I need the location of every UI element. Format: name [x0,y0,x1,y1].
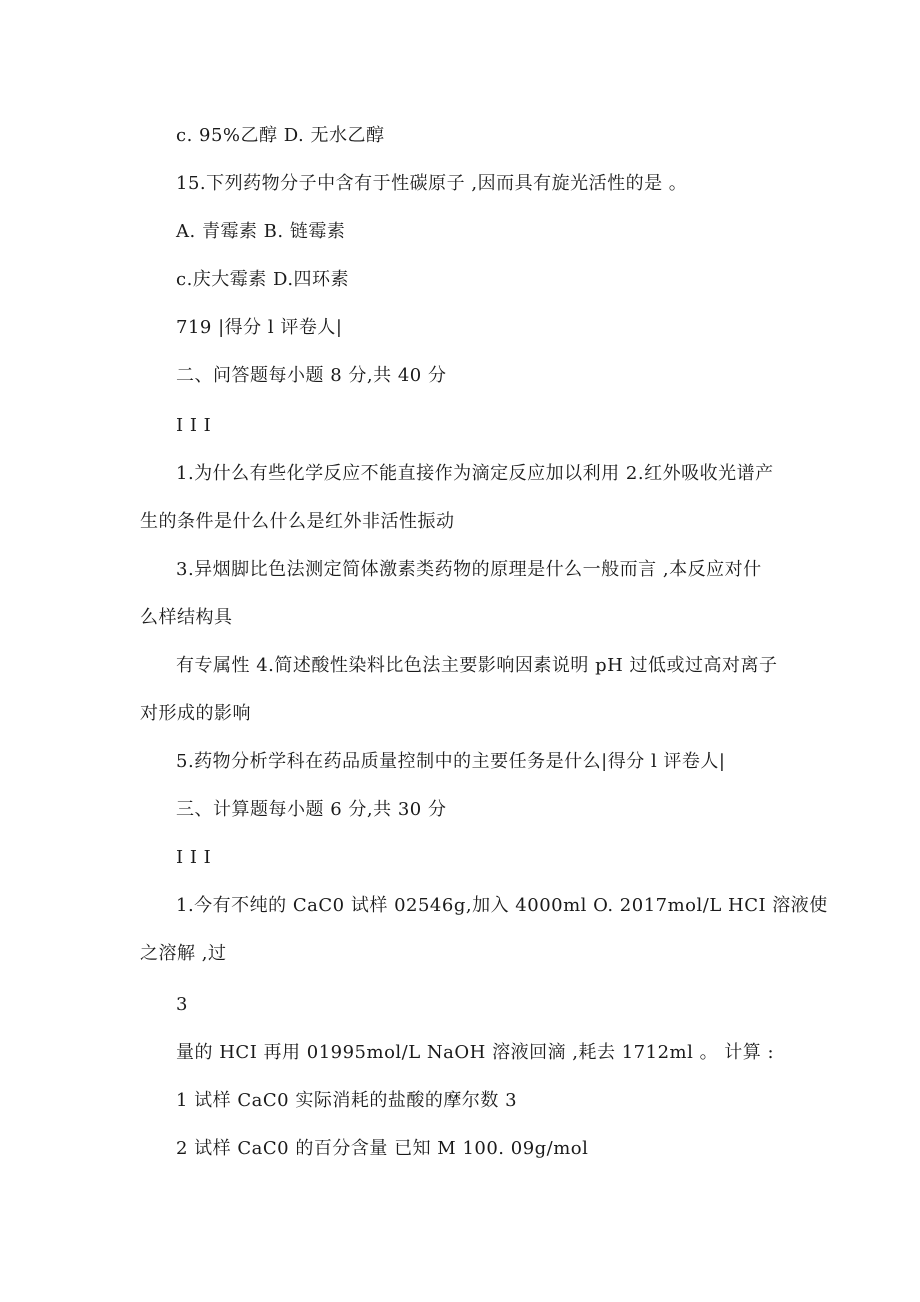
question-3-continuation: 么样结构具 [140,607,233,628]
calc-sub-question-1: 1 试样 CaC0 实际消耗的盐酸的摩尔数 3 [176,1090,518,1111]
question-4-continuation: 对形成的影响 [140,703,251,724]
option-line-c-d-2: c.庆大霉素 D.四环素 [176,269,350,290]
calc-sub-question-2: 2 试样 CaC0 的百分含量 已知 M 100. 09g/mol [176,1138,589,1159]
subscript-3: 3 [176,994,188,1015]
calc-question-1-continuation: 之溶解 ,过 [140,943,227,964]
option-line-a-b: A. 青霉素 B. 链霉素 [176,221,346,242]
section-two-heading: 二、问答题每小题 8 分,共 40 分 [176,365,447,386]
score-row-1: 719 |得分 l 评卷人| [176,317,343,338]
question-5-line: 5.药物分析学科在药品质量控制中的主要任务是什么|得分 l 评卷人| [176,751,726,772]
table-divider-marks-2: I I I [176,847,212,868]
question-1-2-line: 1.为什么有些化学反应不能直接作为滴定反应加以利用 2.红外吸收光谱产 [176,463,774,484]
question-3-4-line: 有专属性 4.简述酸性染料比色法主要影响因素说明 pH 过低或过高对离子 [176,655,778,676]
question-2-continuation: 生的条件是什么什么是红外非活性振动 [140,511,455,532]
section-three-heading: 三、计算题每小题 6 分,共 30 分 [176,799,447,820]
option-line-c-d: c. 95%乙醇 D. 无水乙醇 [176,125,385,146]
calc-question-1-line: 1.今有不纯的 CaC0 试样 02546g,加入 4000ml O. 2017mol/L HCI 溶液使 [176,895,828,916]
question-3-line: 3.异烟脚比色法测定简体激素类药物的原理是什么一般而言 ,本反应对什 [176,559,762,580]
question-15: 15.下列药物分子中含有于性碳原子 ,因而具有旋光活性的是 。 [176,173,688,194]
calc-question-1-detail: 量的 HCI 再用 01995mol/L NaOH 溶液回滴 ,耗去 1712ml 。 计算 : [176,1042,775,1063]
table-divider-marks-1: I I I [176,415,212,436]
